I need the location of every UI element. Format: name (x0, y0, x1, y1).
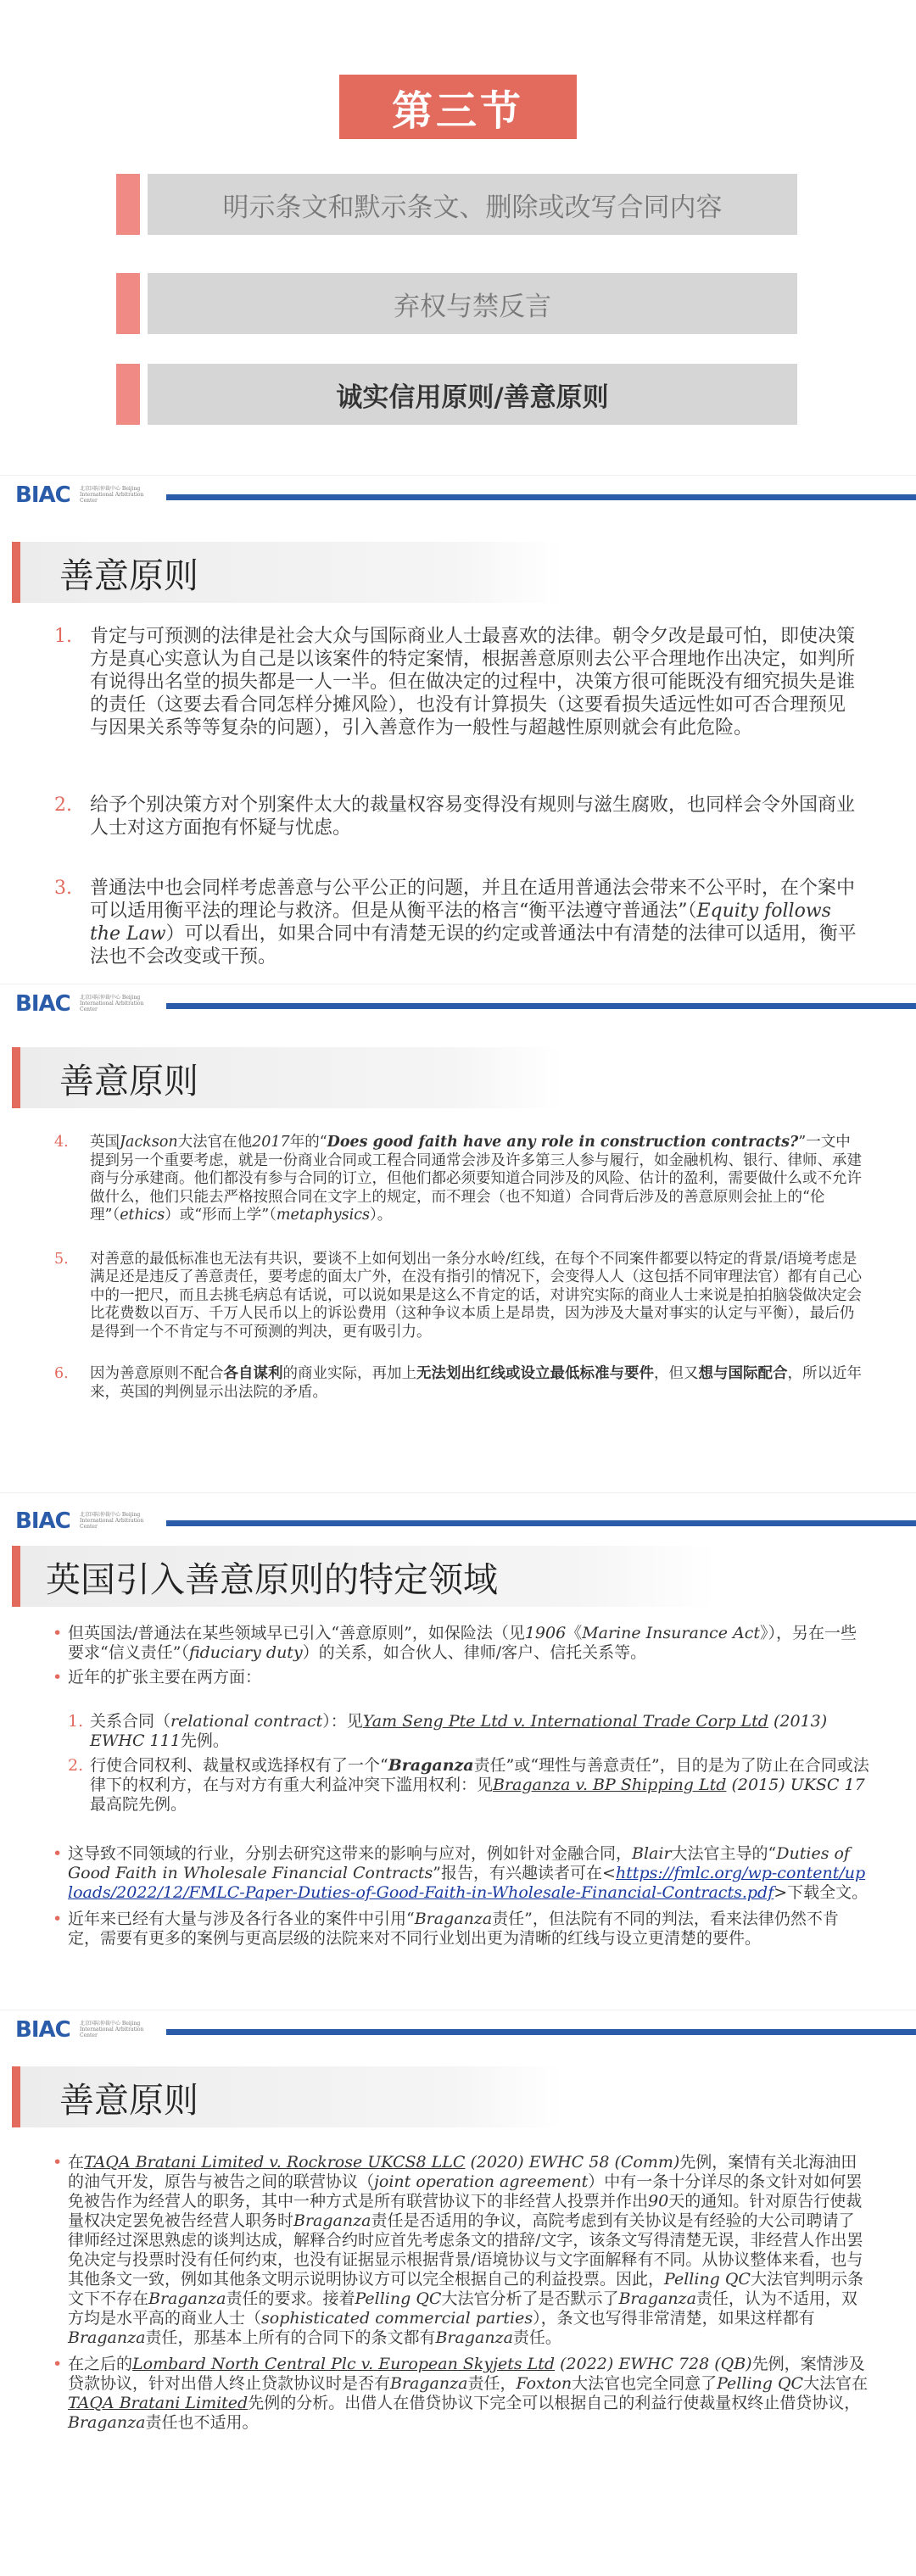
heading-text: 英国引入善意原则的特定领域 (46, 1558, 498, 1600)
bullet-list (53, 1844, 869, 1949)
slide-topbar (0, 476, 916, 510)
bullet-dot-icon: • (53, 2153, 63, 2172)
heading-marker (12, 1546, 20, 1607)
bullet-dot-icon: • (53, 1668, 63, 1687)
bullet-dot-icon: • (53, 2355, 63, 2373)
list-item: • 近年来已经有大量与涉及各行各业的案件中引用“Braganza责任”，但法院有不同的判法，看来法律仍然不肯定，需要有更多的案例与更高层级的法院来对不同行业划出更为清晰的红线与设立更清楚的要件。 (53, 1910, 839, 1948)
item-number: 5. (54, 1250, 69, 1268)
item-number: 4. (54, 1134, 69, 1151)
biac-logo: BIAC (15, 2017, 70, 2043)
slide-topbar (0, 1502, 916, 1536)
item-text: ）可以看出，如果合同中有清楚无误的约定或普通法中有清楚的法律可以适用，衡平法也不会改变或干预。 (90, 923, 857, 967)
list-item (47, 1251, 863, 1342)
list-item: 2. 行使合同权利、裁量权或选择权有了一个“Braganza责任”或“理性与善意责任”，目的是为了防止在合同或法律下的权利方，在与对方有重大利益冲突下滥用权利：见Braganza v. BP Shipping Ltd (2015) UKSC 17最高院先例。 (68, 1756, 869, 1814)
heading-marker (12, 1047, 20, 1108)
slide-topbar (0, 984, 916, 1018)
logo-tagline: 北京国际仲裁中心 Beijing International Arbitration Center (80, 2021, 144, 2038)
toc-label: 明示条文和默示条文、删除或改写合同内容 (148, 174, 797, 235)
case-citation: Lombard North Central Plc v. European Skyjets Ltd (132, 2355, 556, 2373)
list-item (47, 877, 863, 968)
list-item: 4. 英国Jackson大法官在他2017年的“Does good faith have any role in construction contracts?”一文中提到另一个重要考虑，就是一份商业合同或工程合同通常会涉及许多第三人参与履行，如金融机构、银行、律师、承建商与分承建商。他们都没有参与合同的订立，但他们都必须要知道合同涉及的风险、估计的盈利，需要做什么或不允许做什么，他们只能去严格按照合同在文字上的规定，而不理会（也不知道）合同背后涉及的善意原则会扯上的“伦理”（ethics）或“形而上学”（metaphysics）。 (54, 1134, 862, 1224)
case-citation: Braganza v. BP Shipping Ltd (493, 1776, 727, 1794)
list-item: 6. 因为善意原则不配合各自谋利的商业实际，再加上无法划出红线或设立最低标准与要件，但又想与国际配合，所以近年来，英国的判例显示出法院的矛盾。 (54, 1365, 862, 1401)
bullet-list (53, 2153, 869, 2433)
toc-item-terms[interactable] (116, 174, 797, 235)
item-text: 普通法中也会同样考虑善意与公平公正的问题，并且在适用普通法会带来不公平时，在个案中可以适用衡平法的理论与救济。但是从衡平法的格言“衡平法遵守普通法”（ (90, 878, 856, 922)
toc-label: 弃权与禁反言 (148, 273, 797, 334)
brand-line (166, 1520, 916, 1526)
toc-item-good-faith[interactable] (116, 364, 797, 425)
slide-topbar (0, 2010, 916, 2044)
brand-line (166, 1003, 916, 1009)
item-number: 1. (54, 626, 72, 647)
article-title: Does good faith have any role in construction contracts? (327, 1134, 799, 1151)
item-number: 3. (54, 878, 72, 899)
brand-line (166, 494, 916, 500)
case-citation: Yam Seng Pte Ltd v. International Trade Corp Ltd (362, 1712, 768, 1731)
list-item: • 近年的扩张主要在两方面： (53, 1668, 262, 1687)
biac-logo: BIAC (15, 1508, 70, 1534)
bullet-dot-icon: • (53, 1624, 63, 1642)
bullet-list (53, 1624, 869, 1687)
list-item: • 这导致不同领域的行业，分别去研究这带来的影响与应对，例如针对金融合同，Blair大法官主导的“Duties of Good Faith in Wholesale Financial Contracts”报告，有兴趣读者可在<https://fmlc.org/wp-content/uploads/2022/12/FMLC-Paper-Duties-of-Good-Faith-in-Wholesale-Financial-Contracts.pdf>下载全文。 (53, 1844, 869, 1902)
slide-good-faith-2 (0, 984, 916, 1492)
toc-label: 诚实信用原则/善意原则 (148, 364, 797, 425)
item-text: 肯定与可预测的法律是社会大众与国际商业人士最喜欢的法律。朝令夕改是最可怕，即使决策方是真心实意认为自己是以该案件的特定案情，根据善意原则去公平合理地作出决定，如判所有说得出名堂的损失都是一人一半。但在做决定的过程中，决策方很可能既没有细究损失是谁的责任（这要去看合同怎样分摊风险），也没有计算损失（这要看损失适远性如可否合理预见与因果关系等等复杂的问题），引入善意作为一般性与超越性原则就会有此危险。 (90, 626, 856, 739)
slide-heading (12, 1546, 716, 1607)
heading-text: 善意原则 (59, 2079, 198, 2121)
item-number: 2. (68, 1756, 84, 1775)
slide-good-faith-1 (0, 475, 916, 984)
case-citation: TAQA Bratani Limited v. Rockrose UKCS8 LLC (84, 2153, 466, 2172)
list-item (47, 794, 863, 839)
logo-tagline: 北京国际仲裁中心 Beijing International Arbitration Center (80, 486, 144, 504)
list-item: • 但英国法/普通法在某些领域早已引入“善意原则”，如保险法（见1906《Marine Insurance Act》），另在一些要求“信义责任”（fiduciary duty）的关系，如合伙人、律师/客户、信托关系等。 (53, 1624, 857, 1662)
section-title: 第三节 (339, 75, 577, 139)
toc-marker (116, 364, 140, 425)
list-item (47, 625, 863, 739)
section-header (0, 0, 916, 475)
item-text: 给予个别决策方对个别案件太大的裁量权容易变得没有规则与滋生腐败，也同样会令外国商业人士对这方面抱有怀疑与忧虑。 (90, 795, 856, 839)
item-number: 6. (54, 1365, 69, 1382)
biac-logo: BIAC (15, 482, 70, 508)
item-text: 对善意的最低标准也无法有共识，要谈不上如何划出一条分水岭/红线，在每个不同案件都要以特定的背景/语境考虑是满足还是违反了善意责任，要考虑的面太广外，在没有指引的情况下，会变得人人（这包括不同审理法官）都有自己心中的一把尺，而且去挑毛病总有话说，可以说如果是这么不肯定的话，对讲究实际的商业人士来说是拍拍脑袋做决定会比花费数以百万、千万人民币以上的诉讼费用（这种争议本质上是昂贵，因为涉及大量对事实的认定与平衡），最后仍是得到一个不肯定与不可预测的判决，更有吸引力。 (90, 1250, 862, 1341)
toc-marker (116, 273, 140, 334)
slide-uk-specific-areas (0, 1492, 916, 2010)
sub-list (68, 1712, 869, 1815)
item-number: 2. (54, 795, 72, 816)
logo-tagline: 北京国际仲裁中心 Beijing International Arbitration Center (80, 1512, 144, 1530)
heading-marker (12, 542, 20, 603)
report-download-link[interactable]: https://fmlc.org/wp-content/uploads/2022/12/FMLC-Paper-Duties-of-Good-Faith-in-Wholesale-Financial-Contracts.pdf (68, 1864, 866, 1902)
slide-heading (12, 1047, 563, 1108)
list-item: • 在TAQA Bratani Limited v. Rockrose UKCS8 LLC (2020) EWHC 58 (Comm)先例，案情有关北海油田的油气开发，原告与被告之间的联营协议（joint operation agreement）中有一条十分详尽的条文针对如何罢免被告作为经营人的职务，其中一种方式是所有联营协议下的非经营人投票并作出90天的通知。针对原告行使裁量权决定罢免被告经营人职务时Braganza责任是否适用的争议，高院考虑到有关协议是有经验的大公司聘请了律师经过深思熟虑的谈判达成，解释合约时应首先考虑条文的措辞/文字，该条文写得清楚无误，非经营人作出罢免决定与投票时没有任何约束，也没有证据显示根据背景/语境协议与文字面解释有不同。从协议整体来看，也与其他条文一致，例如其他条文明示说明协议方可以完全根据自己的利益投票。因此，Pelling QC大法官判明示条文下不存在Braganza责任的要求。接着Pelling QC大法官分析了是否默示了Braganza责任，认为不适用，双方均是水平高的商业人士（sophisticated commercial parties），条文也写得非常清楚，如果这样都有Braganza责任，那基本上所有的合同下的条文都有Braganza责任。 (53, 2153, 863, 2347)
latin-maxim: Equity follows the Law (90, 900, 831, 945)
bullet-dot-icon: • (53, 1910, 63, 1928)
biac-logo: BIAC (15, 991, 70, 1017)
logo-tagline: 北京国际仲裁中心 Beijing International Arbitration Center (80, 995, 144, 1012)
list-item: • 在之后的Lombard North Central Plc v. European Skyjets Ltd (2022) EWHC 728 (QB)先例，案情涉及贷款协议，针对出借人终止贷款协议时是否有Braganza责任，Foxton大法官也完全同意了Pelling QC大法官在TAQA Bratani Limited先例的分析。出借人在借贷协议下完全可以根据自己的利益行使裁量权终止借贷协议，Braganza责任也不适用。 (53, 2355, 869, 2432)
heading-text: 善意原则 (59, 1060, 198, 1101)
list-item: 1. 关系合同（relational contract）：见Yam Seng Pte Ltd v. International Trade Corp Ltd (2013) EWHC 111先例。 (68, 1712, 828, 1750)
slide-heading (12, 542, 563, 603)
point-list (47, 625, 863, 968)
toc-marker (116, 174, 140, 235)
point-list (47, 1134, 863, 1402)
brand-line (166, 2029, 916, 2035)
slide-heading (12, 2066, 563, 2127)
slide-good-faith-3 (0, 2010, 916, 2576)
bullet-dot-icon: • (53, 1844, 63, 1863)
heading-text: 善意原则 (59, 555, 198, 596)
toc-item-waiver[interactable] (116, 273, 797, 334)
heading-marker (12, 2066, 20, 2127)
item-number: 1. (68, 1712, 84, 1731)
